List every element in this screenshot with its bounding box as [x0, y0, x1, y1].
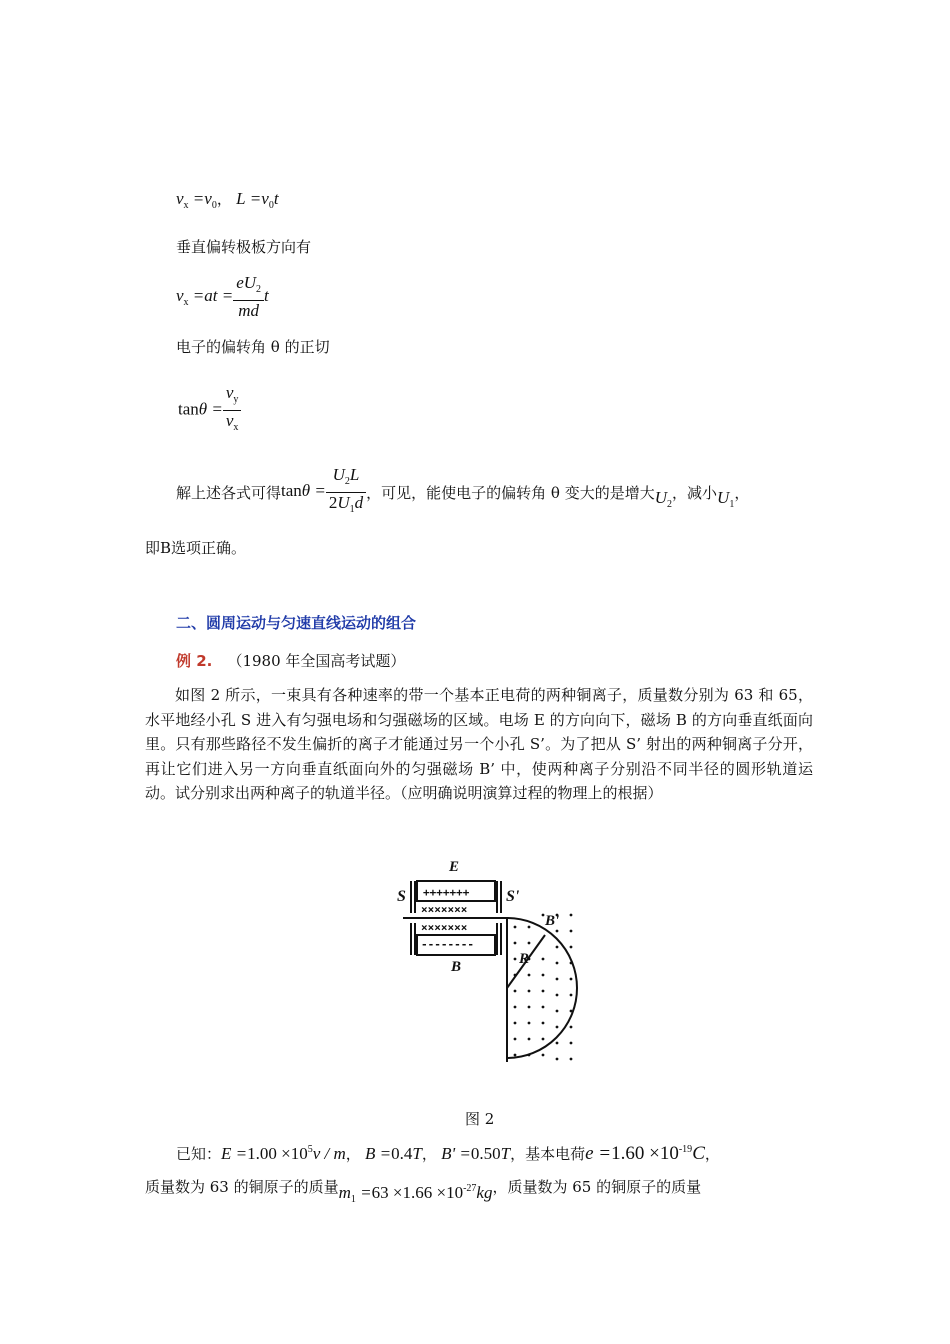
solve-end: ， — [734, 484, 750, 502]
tangent-intro-text: 电子的偏转角 θ 的正切 — [176, 338, 330, 356]
label-r: R — [519, 951, 530, 967]
figure-2-diagram — [395, 855, 595, 1070]
solve-mid2: ，减小 — [672, 484, 718, 502]
b-prime-dots — [514, 914, 573, 1061]
conclusion-text: 即B选项正确。 — [145, 539, 247, 557]
formula-vy-at: $v_x =at$ = $\frac{eU_2}{md}$ t — [176, 273, 269, 320]
example-source: （1980 年全国高考试题） — [227, 652, 406, 670]
label-b-prime: B' — [545, 913, 560, 929]
formula-given-fields: $E =1.00 \times 10^5v / m$， B =0.4T， B' =0.50T — [221, 1144, 511, 1163]
formula-e-charge: $e =1.60 \times 10^{-19}C$ — [585, 1143, 705, 1164]
given-line-2 — [145, 1176, 701, 1205]
given-line-1: 已知：$E =1.00 \times 10^5v / m$， B =0.4T， B' =0.50T，基本电荷$e =1.60 \times 10^{-19}C$， — [176, 1143, 720, 1164]
solve-mid1: ，可见，能使电子的偏转角 θ 变大的是增大 — [366, 484, 655, 502]
mass65-text: ，质量数为 65 的铜原子的质量 — [492, 1178, 702, 1196]
label-b: B — [451, 959, 462, 975]
formula-m1: $m_1 =63 \times 1.66 \times 10^{-27}kg$ — [338, 1183, 493, 1205]
example-label: 例 2. — [176, 652, 213, 670]
plus-row: +++++++ — [423, 886, 470, 899]
solve-prefix: 解上述各式可得 — [176, 484, 282, 502]
dash-row: -------- — [421, 938, 474, 951]
problem-paragraph: 如图 2 所示，一束具有各种速率的带一个基本正电荷的两种铜离子，质量数分别为 63 和 65，水平地经小孔 S 进入有匀强电场和匀强磁场的区域。电场 E 的方向向下，磁场 B 的方向垂直纸面向里。只有那些路径不发生偏折的离子才能通过另一个小孔 S’。为了把从 S’ 射出的两种铜离子分开，再让它们进入另一方向垂直纸面向外的匀强磁场 B’ 中，使两种离子分别沿不同半径的圆形轨道运动。试分别求出两种离子的轨道半径。（应明确说明演算过程的物理上的根据） — [145, 686, 813, 802]
cross-row-lower: ××××××× — [421, 921, 468, 934]
symbol-u1: $U_1$ — [717, 487, 735, 510]
label-e: E — [449, 859, 460, 875]
basic-charge-text: ，基本电荷 — [510, 1145, 586, 1163]
formula-tan-theta: tanθ = $\frac{v_y}{v_x}$ — [178, 384, 241, 437]
label-s: S — [397, 888, 406, 905]
perp-direction-text: 垂直偏转极板方向有 — [176, 238, 312, 256]
formula-vx-v0: $v_x =v_0$， $L =v_0t$ — [176, 189, 279, 211]
cross-row-upper: ××××××× — [421, 903, 468, 916]
figure-caption: 图 2 — [465, 1110, 495, 1128]
example-header — [176, 650, 405, 671]
section-heading: 二、圆周运动与匀速直线运动的组合 — [176, 614, 417, 632]
label-s-prime: S' — [506, 888, 520, 905]
mass63-text: 质量数为 63 的铜原子的质量 — [145, 1178, 339, 1196]
solve-line — [176, 466, 749, 519]
given-prefix: 已知： — [176, 1145, 222, 1163]
symbol-u2: $U_2$ — [654, 487, 673, 510]
formula-tan-result: tanθ = $\frac{U_2L}{2U_1d}$ — [281, 481, 366, 500]
